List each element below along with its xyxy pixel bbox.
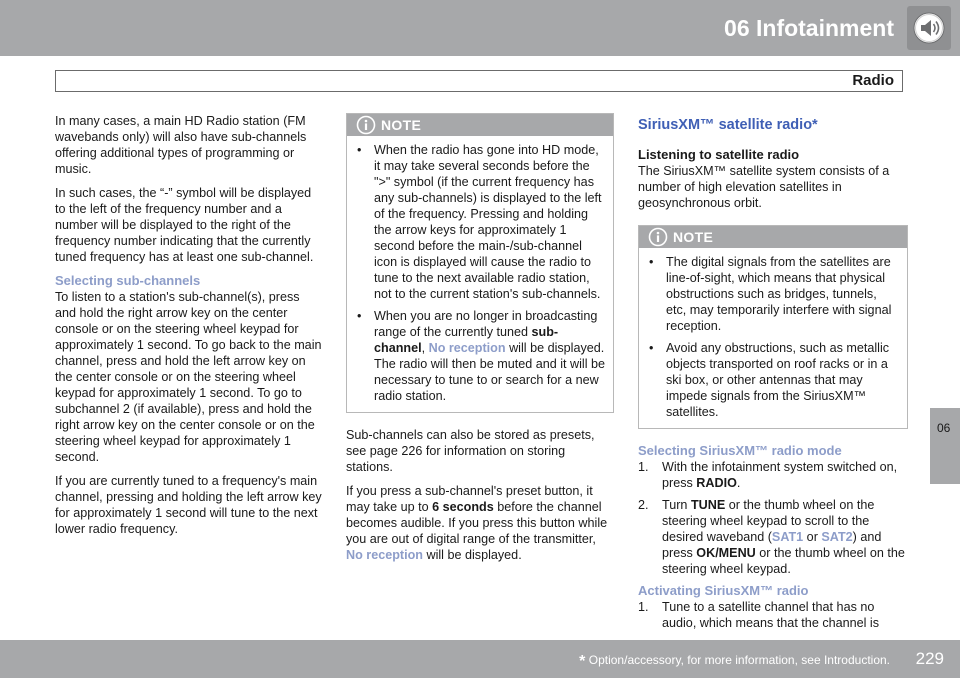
note-box	[346, 113, 614, 413]
steps-list	[638, 459, 908, 577]
footer-band	[0, 640, 960, 678]
footer-note: * Option/accessory, for more information, see Introduction.	[579, 653, 890, 670]
subheading-selecting-sub-channels: Selecting sub-channels	[55, 273, 201, 288]
paragraph: If you press a sub-channel's preset button, it may take up to 6 seconds before the channel becomes audible. If you press this button while you are out of digital range of the transmitter, No reception will be displayed.	[346, 484, 608, 562]
section-heading-siriusxm: SiriusXM™ satellite radio*	[638, 117, 818, 133]
list-item: • When you are no longer in broadcasting range of the currently tuned sub-channel, No reception will be displayed. The radio will then be muted and it will be necessary to tune to or search for a new radio station.	[357, 309, 606, 403]
chapter-tab	[930, 408, 960, 484]
column-middle	[346, 113, 614, 571]
note-box	[638, 225, 908, 429]
list-item: • Avoid any obstructions, such as metallic objects transported on roof racks or in a ski box, or other antennas that may impede signals from the SiriusXM™ satellites.	[649, 341, 890, 419]
display-text-no-reception: No reception	[428, 341, 506, 355]
info-icon	[648, 227, 668, 247]
paragraph: In such cases, the “-” symbol will be displayed to the left of the frequency number and a number will be displayed to the right of the frequency number indicating that the currently tuned frequency has at least one sub-channel.	[55, 186, 314, 264]
list-item: 1. Tune to a satellite channel that has no audio, which means that the channel is	[638, 600, 880, 630]
paragraph: In many cases, a main HD Radio station (FM wavebands only) will also have sub-channels offering additional types of programming or music.	[55, 114, 307, 176]
column-right	[638, 113, 908, 637]
note-header	[347, 114, 613, 136]
note-body	[347, 136, 613, 412]
list-item: • When the radio has gone into HD mode, it may take several seconds before the ">" symbol (if the current frequency has any sub-channels) is displayed to the left of the frequency. Pressing and holding the arrow keys for approximately 1 second before the main-/sub-channel icon is displayed will cause the radio to tune to the next available radio station, not to the current station's sub-channels.	[357, 143, 602, 301]
list-item: • The digital signals from the satellites are line-of-sight, which means that physical obstructions such as bridges, tunnels, etc, may temporarily interfere with signal reception.	[649, 255, 892, 333]
list-item: 2. Turn TUNE or the thumb wheel on the steering wheel keypad to scroll to the desired waveband (SAT1 or SAT2) and press OK/MENU or the thumb wheel on the steering wheel keypad.	[638, 498, 905, 576]
paragraph: If you are currently tuned to a frequency's main channel, pressing and holding the left arrow key for approximately 1 second will tune to the next lower radio frequency.	[55, 474, 322, 536]
subheading-listening: Listening to satellite radio	[638, 147, 800, 162]
paragraph: To listen to a station's sub-channel(s), press and hold the right arrow key on the center console or on the steering wheel keypad for approximately 1 second. To go back to the main channel, press and hold the left arrow key on the center console or on the steering wheel keypad for approximately 1 second. To go to subchannel 2 (if available), press and hold the right arrow key on the center console or on the steering wheel keypad for approximately 1 second.	[55, 290, 322, 464]
note-label: NOTE	[381, 117, 422, 133]
note-label: NOTE	[673, 229, 714, 245]
page-number: 229	[915, 649, 944, 668]
subheading-activating-siriusxm: Activating SiriusXM™ radio	[638, 583, 809, 598]
column-left	[55, 113, 323, 545]
list-item: 1. With the infotainment system switched on, press RADIO.	[638, 460, 898, 490]
paragraph: Sub-channels can also be stored as presets, see page 226 for information on storing stations.	[346, 428, 595, 474]
note-body	[639, 248, 907, 428]
chapter-tab-label: 06	[937, 421, 951, 435]
display-text-no-reception: No reception	[346, 548, 423, 562]
chapter-title: 06 Infotainment	[724, 15, 894, 41]
info-icon	[356, 115, 376, 135]
paragraph: The SiriusXM™ satellite system consists of a number of high elevation satellites in geosynchronous orbit.	[638, 164, 890, 210]
speaker-icon	[907, 6, 951, 50]
steps-list	[638, 599, 908, 631]
section-bar	[55, 70, 903, 92]
subheading-selecting-siriusxm: Selecting SiriusXM™ radio mode	[638, 443, 842, 458]
section-title: Radio	[852, 72, 894, 89]
note-header	[639, 226, 907, 248]
